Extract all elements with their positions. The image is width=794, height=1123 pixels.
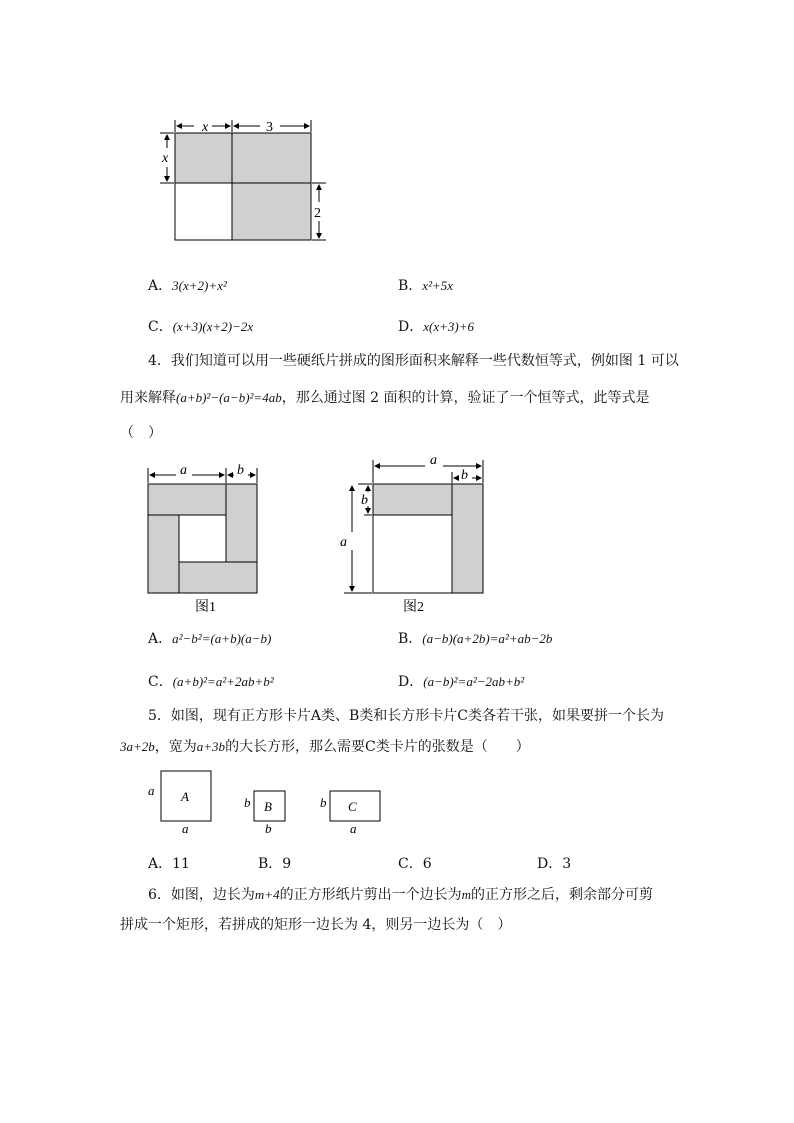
q3-option-c[interactable] [148, 316, 253, 336]
q3-option-b-expr: x²+5x [422, 278, 454, 293]
q4-fig1-right-strip [226, 484, 257, 562]
q4-line2-post: ，那么通过图 2 面积的计算，验证了一个恒等式，此等式是 [281, 390, 650, 406]
q5-line2-math2: a+3b [196, 739, 226, 754]
q6-line1-math2: m [461, 887, 471, 902]
q3-option-d-label: D． [398, 319, 424, 335]
q3-option-c-expr: (x+3)(x+2)−2x [172, 319, 254, 334]
q5-line2-math1: 3a+2b [120, 739, 155, 754]
q4-option-a[interactable] [148, 628, 271, 648]
q6-line1-pre: 6．如图，边长为 [148, 887, 255, 903]
q5-option-c[interactable] [398, 853, 432, 873]
q5-line2-mid: ，宽为 [154, 739, 197, 755]
q4-figure-2 [330, 448, 500, 618]
q4-fig2-right-strip [452, 484, 483, 593]
q5-option-b-value: 9 [282, 856, 292, 872]
q4-line2 [120, 388, 650, 408]
q4-line2-math: (a+b)²−(a−b)²=4ab [176, 390, 282, 405]
q5-card-b-name: B [264, 799, 272, 814]
q6-line1-mid: 的正方形纸片剪出一个边长为 [279, 887, 462, 903]
q3-option-a[interactable] [148, 275, 227, 295]
q5-card-b-bottom: b [265, 821, 272, 836]
q3-option-d-expr: x(x+3)+6 [423, 319, 474, 334]
q3-option-a-label: A． [148, 278, 173, 294]
q3-label-x-left: x [162, 151, 169, 166]
q5-option-b-label: B． [258, 856, 283, 872]
q5-option-c-value: 6 [422, 856, 432, 872]
q3-shaded-top [175, 133, 311, 183]
q5-option-c-label: C． [398, 856, 423, 872]
q3-shaded-bottom-right [232, 183, 311, 240]
q3-figure [150, 112, 340, 247]
q4-option-b[interactable] [398, 628, 552, 648]
q4-line2-pre: 用来解释 [120, 390, 176, 406]
q4-option-d[interactable] [398, 671, 524, 691]
q4-fig2-label-b-left: b [361, 493, 368, 508]
q5-option-d-label: D． [537, 856, 563, 872]
q4-option-d-label: D． [398, 674, 424, 690]
q5-option-b[interactable] [258, 853, 291, 873]
q4-option-a-expr: a²−b²=(a+b)(a−b) [172, 631, 272, 646]
q4-fig1-caption: 图1 [195, 600, 216, 615]
q3-option-d[interactable] [398, 316, 474, 336]
q3-label-x-top: x [202, 120, 209, 135]
q4-option-c-label: C． [148, 674, 173, 690]
q5-option-a[interactable] [148, 853, 190, 873]
q4-fig2-label-b-top: b [461, 468, 468, 483]
q5-card-a-bottom: a [182, 821, 189, 836]
q4-fig1-top-strip [148, 484, 226, 515]
q6-line2: 拼成一个矩形，若拼成的矩形一边长为 4，则另一边长为（ ） [120, 917, 512, 933]
q4-figure-1 [140, 458, 270, 618]
q6-line1 [148, 885, 653, 905]
q3-option-a-expr: 3(x+2)+x² [172, 278, 227, 293]
q5-option-a-label: A． [148, 856, 173, 872]
q3-option-c-label: C． [148, 319, 173, 335]
q4-fig2-top-strip [373, 484, 452, 515]
q3-white-square [175, 183, 232, 240]
q4-fig2-label-a-left: a [340, 535, 347, 550]
q4-option-c-expr: (a+b)²=a²+2ab+b² [172, 674, 274, 689]
q4-option-d-expr: (a−b)²=a²−2ab+b² [423, 674, 525, 689]
q4-fig1-left-strip [148, 515, 179, 593]
q5-card-a-side: a [148, 783, 155, 798]
q6-line1-math1: m+4 [254, 887, 280, 902]
q5-cards [140, 765, 400, 840]
q5-line2 [120, 737, 530, 757]
q4-option-a-label: A． [148, 631, 173, 647]
q5-option-d-value: 3 [562, 856, 572, 872]
q4-line3: （ ） [120, 425, 162, 441]
q5-card-a-name: A [181, 789, 189, 804]
q4-fig2-caption: 图2 [403, 600, 424, 615]
q5-card-b-side: b [244, 795, 251, 810]
q4-fig2-label-a-top: a [430, 453, 437, 468]
q5-card-c-bottom: a [350, 821, 357, 836]
q5-card-c-side: b [320, 795, 327, 810]
q4-option-c[interactable] [148, 671, 274, 691]
q5-option-a-value: 11 [172, 856, 190, 872]
q3-label-3: 3 [266, 120, 273, 135]
q5-line1: 5．如图，现有正方形卡片A类、B类和长方形卡片C类各若干张，如果要拼一个长为 [148, 708, 665, 724]
q4-option-b-label: B． [398, 631, 423, 647]
q4-fig1-label-b: b [237, 463, 244, 478]
q3-option-b[interactable] [398, 275, 453, 295]
q3-option-b-label: B． [398, 278, 423, 294]
q3-label-2: 2 [314, 206, 321, 221]
q5-option-d[interactable] [537, 853, 571, 873]
q5-card-c-name: C [348, 799, 357, 814]
q5-line2-post: 的大长方形，那么需要C类卡片的张数是（ ） [225, 739, 530, 755]
q4-line1: 4．我们知道可以用一些硬纸片拼成的图形面积来解释一些代数恒等式，例如图 1 可以 [148, 353, 679, 369]
q4-option-b-expr: (a−b)(a+2b)=a²+ab−2b [422, 631, 553, 646]
q6-line1-post: 的正方形之后，剩余部分可剪 [470, 887, 653, 903]
q4-fig1-bottom-strip [179, 562, 257, 593]
q4-fig1-label-a: a [180, 463, 187, 478]
